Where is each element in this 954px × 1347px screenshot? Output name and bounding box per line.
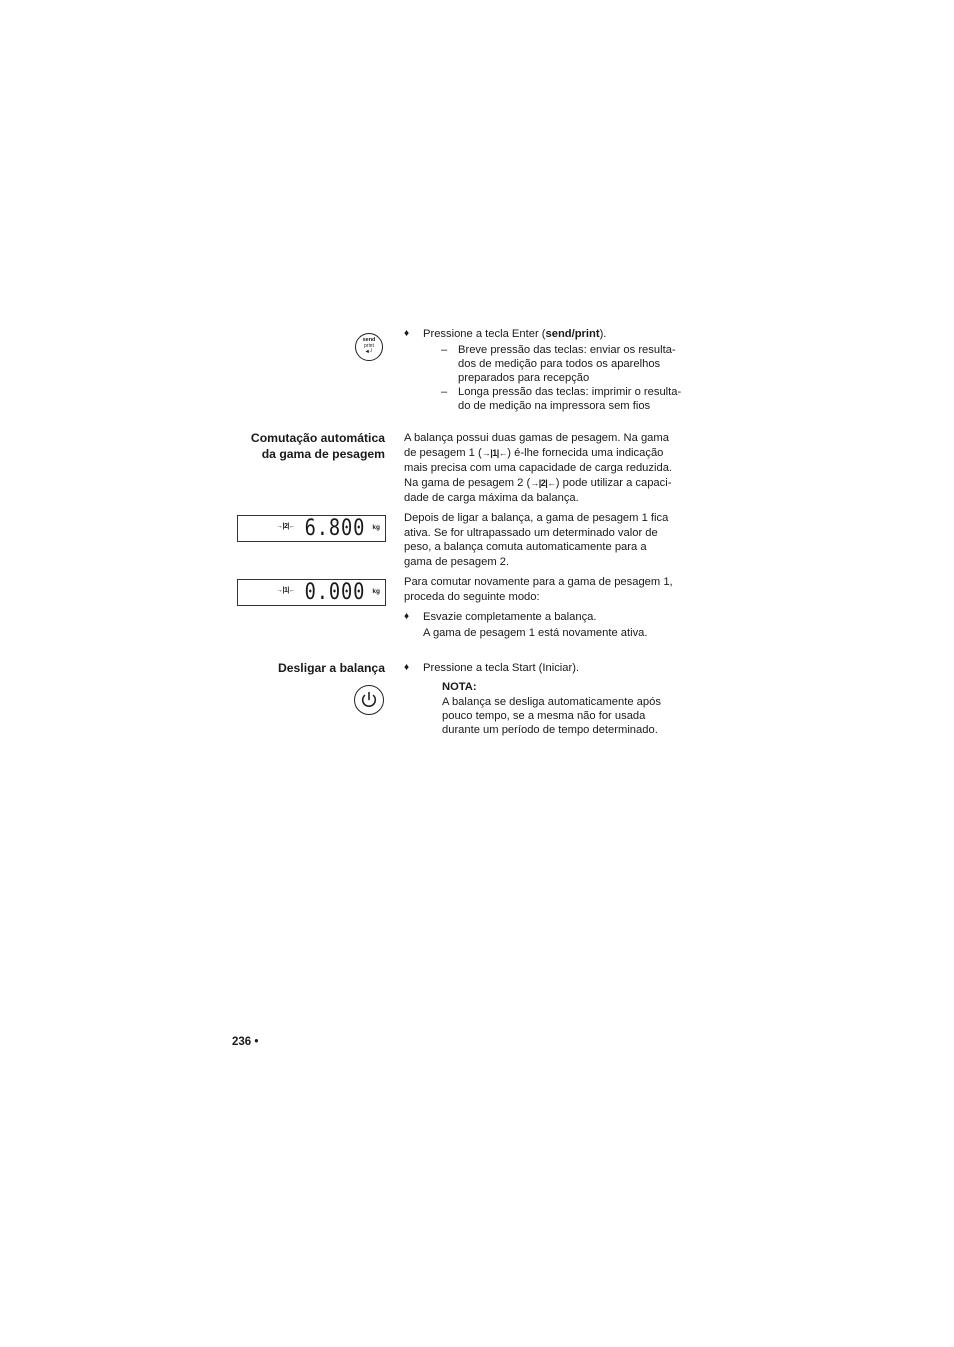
range-2-icon: →|2|← xyxy=(530,478,556,488)
enter-arrow-icon: ◄┘ xyxy=(364,349,374,355)
send-print-bold: send/print xyxy=(545,328,600,340)
page-number: 236 • xyxy=(232,1036,259,1048)
display-unit: kg xyxy=(372,588,380,595)
display-weight-value: 6.800 xyxy=(304,516,365,541)
power-button-icon xyxy=(354,685,384,715)
auto-range-paragraph-2: Depois de ligar a balança, a gama de pesagem 1 fica ativa. Se for ultrapassado um determinado valor de peso, a balança comuta automaticamente para a gama de pesagem 2. xyxy=(404,512,669,568)
note-text: A balança se desliga automaticamente após pouco tempo, se a mesma não for usada durante um período de tempo determinado. xyxy=(442,696,661,736)
scale-display-range-2 xyxy=(237,515,386,542)
diamond-bullet-icon: ♦ xyxy=(404,611,410,622)
scale-display-range-1 xyxy=(237,579,386,606)
auto-range-paragraph-3: Para comutar novamente para a gama de pesagem 1, proceda do seguinte modo: xyxy=(404,576,673,603)
auto-range-heading: Comutação automática da gama de pesagem xyxy=(250,431,385,461)
note-label: NOTA: xyxy=(442,681,477,693)
display-unit: kg xyxy=(372,524,380,531)
auto-range-paragraph-1: A balança possui duas gamas de pesagem. Na gama de pesagem 1 (→|1|←) é-lhe fornecida uma indicação mais precisa com uma capacidade de carga reduzida. Na gama de pesagem 2 (→|2|←) pode utilizar a capaci- dade de carga máxima da balança. xyxy=(404,432,673,504)
diamond-bullet-icon: ♦ xyxy=(404,662,410,673)
send-bullet-text: Pressione a tecla Enter (send/print). xyxy=(423,328,607,340)
switch-off-heading: Desligar a balança xyxy=(277,661,385,675)
send-print-key-icon xyxy=(355,333,383,361)
range-2-indicator-icon: →|2|← xyxy=(276,523,296,530)
print-key-label: print xyxy=(364,343,374,349)
diamond-bullet-icon: ♦ xyxy=(404,328,410,339)
display-weight-value: 0.000 xyxy=(304,580,365,605)
range-1-indicator-icon: →|1|← xyxy=(276,587,296,594)
send-key-label: send xyxy=(362,337,376,343)
range-1-active-result: A gama de pesagem 1 está novamente ativa. xyxy=(423,627,648,639)
range-1-icon: →|1|← xyxy=(481,448,508,458)
